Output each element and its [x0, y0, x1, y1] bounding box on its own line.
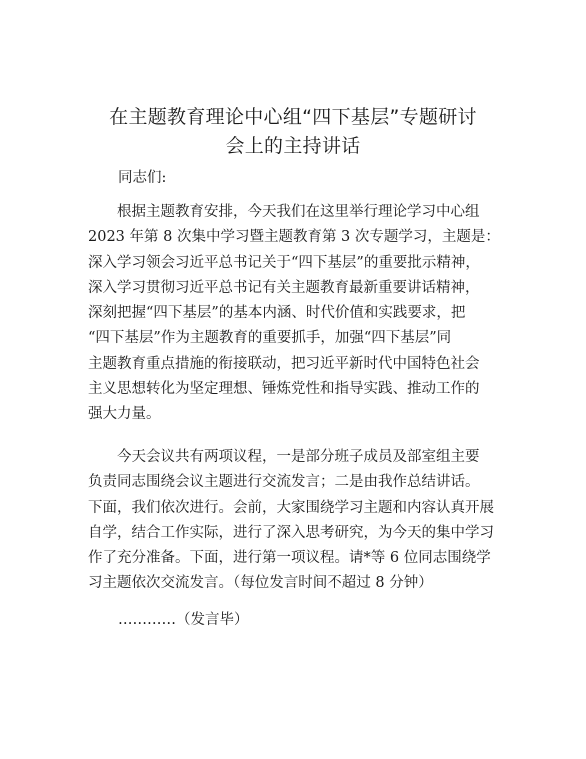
- paragraph-opening: [88, 200, 508, 428]
- paragraph-line: 今天会议共有两项议程，一是部分班子成员及部室组主要: [88, 449, 480, 465]
- title-line-1: 在主题教育理论中心组“四下基层”专题研讨: [109, 106, 477, 128]
- paragraph-line: 主题教育重点措施的衔接联动，把习近平新时代中国特色社会: [88, 355, 480, 372]
- paragraph-line: 深入学习领会习近平总书记关于“四下基层”的重要批示精神，: [88, 254, 480, 271]
- title-line-2: 会上的主持讲话: [225, 135, 361, 157]
- paragraph-line: 强大力量。: [88, 406, 161, 423]
- paragraph-line: “四下基层”作为主题教育的重要抓手，加强“四下基层”同: [88, 330, 452, 347]
- paragraph-line: 自学，结合工作实际，进行了深入思考研究，为今天的集中学习: [88, 524, 494, 541]
- paragraph-line: 作了充分准备。下面，进行第一项议程。请*等 6 位同志围绕学: [88, 550, 491, 567]
- paragraph-line: 主义思想转化为坚定理想、锤炼党性和指导实践、推动工作的: [88, 381, 480, 398]
- paragraph-line: 2023 年第 8 次集中学习暨主题教育第 3 次专题学习，主题是：: [88, 229, 500, 246]
- paragraph-line: 习主题依次交流发言。（每位发言时间不超过 8 分钟）: [88, 575, 433, 592]
- closing-note: …………（发言毕）: [118, 612, 249, 628]
- greeting: 同志们:: [118, 170, 167, 186]
- paragraph-line: 下面，我们依次进行。会前，大家围绕学习主题和内容认真开展: [88, 499, 494, 516]
- paragraph-line: 根据主题教育安排，今天我们在这里举行理论学习中心组: [88, 204, 480, 220]
- paragraph-line: 深刻把握“四下基层”的基本内涵、时代价值和实践要求，把: [88, 305, 466, 322]
- paragraph-line: 负责同志围绕会议主题进行交流发言；二是由我作总结讲话。: [88, 474, 480, 491]
- document-title: [0, 103, 586, 161]
- paragraph-agenda: [88, 445, 508, 597]
- paragraph-line: 深入学习贯彻习近平总书记有关主题教育最新重要讲话精神，: [88, 279, 480, 296]
